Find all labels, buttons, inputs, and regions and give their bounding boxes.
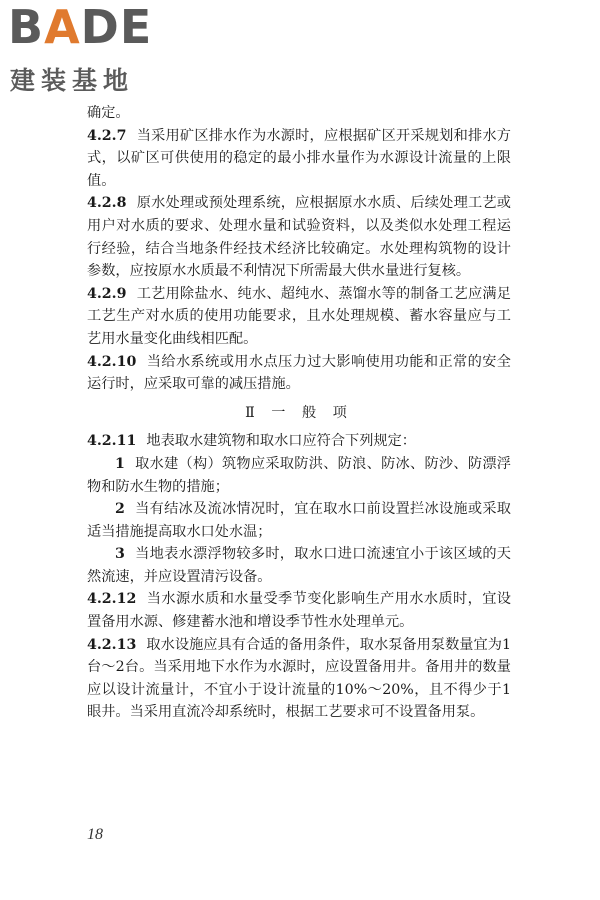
clause-number: 4.2.12	[87, 591, 137, 608]
clause-text: 当采用矿区排水作为水源时，应根据矿区开采规划和排水方式，以矿区可供使用的稳定的最小排水量作为水源设计流量的上限值。	[87, 127, 511, 189]
clause-number: 4.2.13	[87, 636, 137, 653]
clause-4-2-10	[87, 351, 511, 396]
section-heading: Ⅱ 一 般 项	[245, 404, 353, 421]
clause-number: 4.2.11	[87, 433, 137, 450]
clause-4-2-9	[87, 283, 511, 351]
item-text: 当有结冰及流冰情况时，宜在取水口前设置拦冰设施或采取适当措施提高取水口处水温；	[87, 501, 511, 540]
clause-4-2-8	[87, 192, 511, 282]
clause-number: 4.2.8	[87, 195, 127, 212]
list-item	[87, 543, 511, 588]
logo-subtitle: 建装基地	[10, 66, 135, 95]
paragraph-text: 确定。	[87, 105, 130, 121]
list-item	[87, 498, 511, 543]
paragraph	[87, 102, 511, 125]
clause-4-2-13	[87, 634, 511, 724]
clause-4-2-7	[87, 125, 511, 193]
page-number: 18	[87, 826, 103, 843]
item-text: 当地表水漂浮物较多时，取水口进口流速宜小于该区域的天然流速，并应设置清污设备。	[87, 546, 511, 585]
item-text: 取水建（构）筑物应采取防洪、防浪、防冰、防沙、防漂浮物和防水生物的措施；	[87, 455, 511, 495]
clause-text: 工艺用除盐水、纯水、超纯水、蒸馏水等的制备工艺应满足工艺生产对水质的使用功能要求，且水处理规模、蓄水容量应与工艺用水量变化曲线相匹配。	[87, 285, 511, 347]
list-item	[87, 453, 511, 498]
clause-text: 当水源水质和水量受季节变化影响生产用水水质时，宜设置备用水源、修建蓄水池和增设季节性水处理单元。	[87, 591, 511, 631]
logo-wordmark: BADE	[8, 0, 153, 54]
clause-number: 4.2.10	[87, 353, 137, 370]
clause-4-2-12	[87, 588, 511, 633]
clause-text: 地表取水建筑物和取水口应符合下列规定：	[146, 433, 416, 450]
clause-text: 取水设施应具有合适的备用条件，取水泵备用泵数量宜为1台～2台。当采用地下水作为水源时，应设置备用井。备用井的数量应以设计流量计，不宜小于设计流量的10%～20%，且不得少于1眼井。当采用直流冷却系统时，根据工艺要求可不设置备用泵。	[87, 636, 511, 721]
clause-4-2-11	[87, 430, 511, 453]
item-number: 1	[115, 455, 125, 472]
clause-number: 4.2.7	[87, 127, 127, 144]
item-number: 2	[115, 501, 125, 518]
document-body	[87, 102, 511, 724]
clause-text: 原水处理或预处理系统，应根据原水水质、后续处理工艺或用户对水质的要求、处理水量和试验资料，以及类似水处理工程运行经验，结合当地条件经技术经济比较确定。水处理构筑物的设计参数，应按原水水质最不利情况下所需最大供水量进行复核。	[87, 195, 511, 280]
logo-accent-letter: A	[44, 0, 81, 54]
clause-text: 当给水系统或用水点压力过大影响使用功能和正常的安全运行时，应采取可靠的减压措施。	[87, 353, 511, 393]
brand-logo	[8, 0, 178, 95]
item-number: 3	[115, 546, 125, 563]
clause-number: 4.2.9	[87, 285, 127, 302]
